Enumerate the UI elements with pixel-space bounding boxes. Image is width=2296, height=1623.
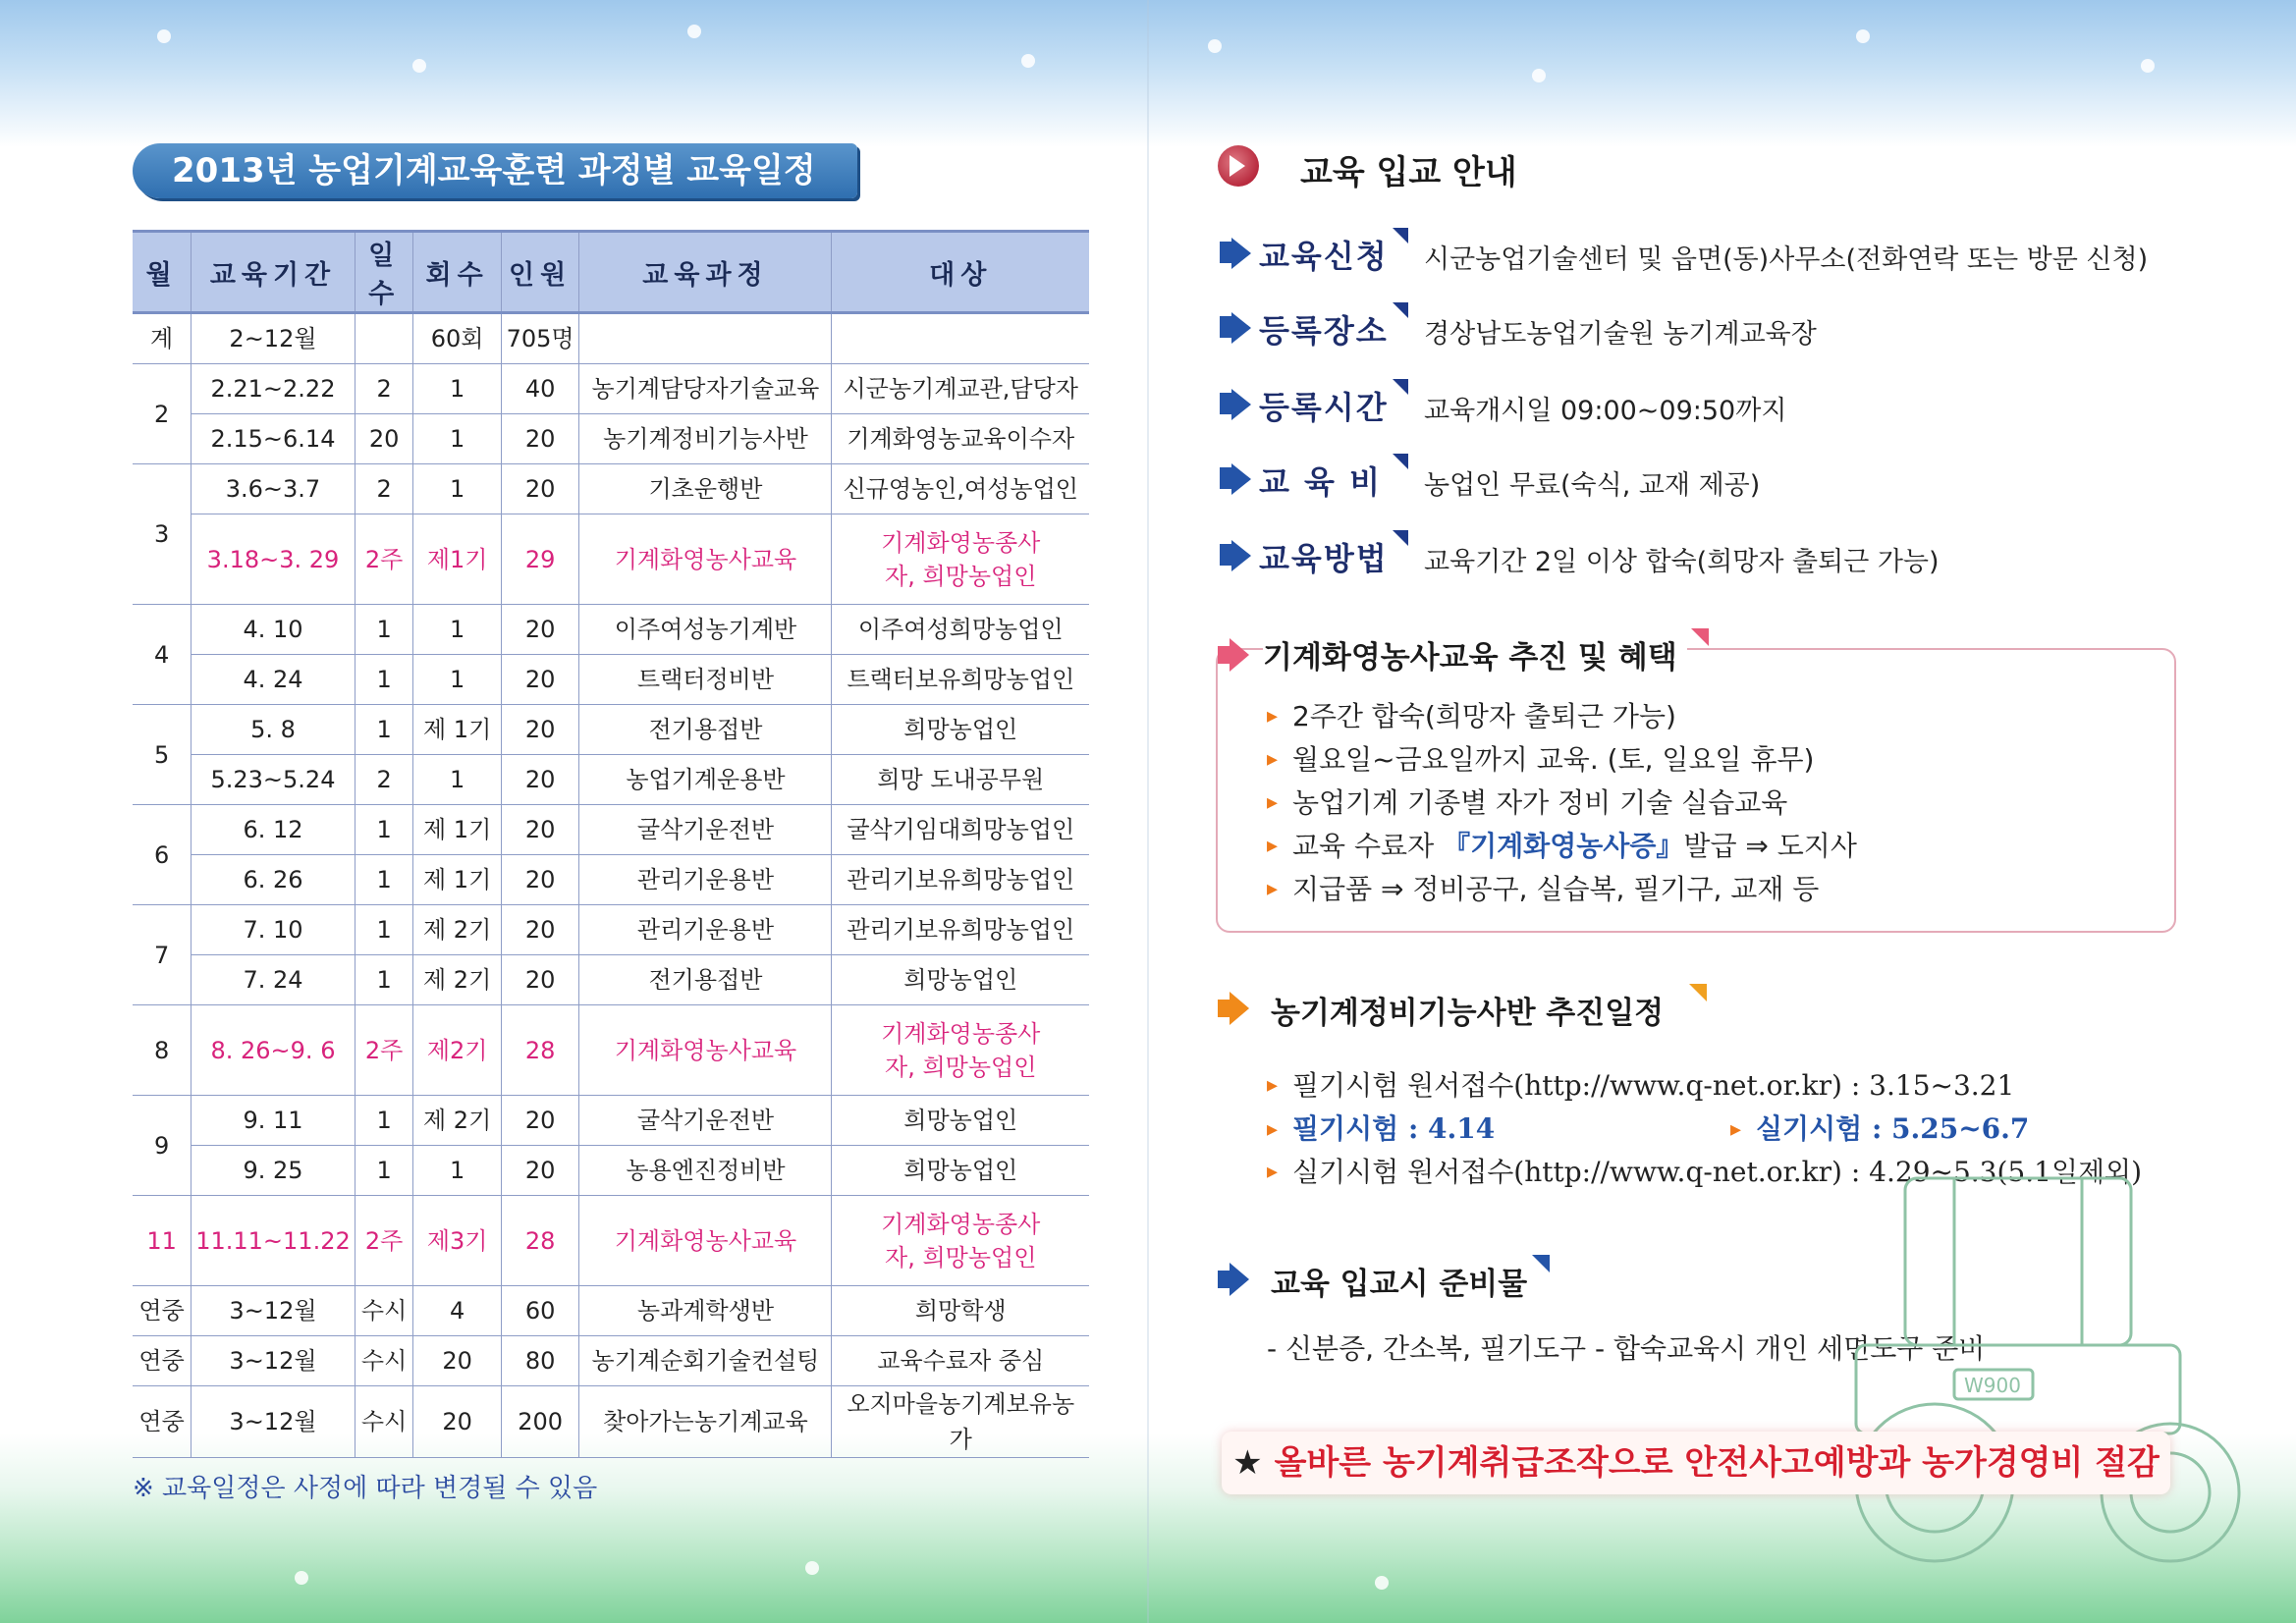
cell-course: 농업기계운용반 xyxy=(579,755,832,805)
cell-days: 2주 xyxy=(355,1005,413,1096)
cell-course: 전기용접반 xyxy=(579,955,832,1005)
cell-month: 연중 xyxy=(133,1336,191,1386)
snow-dot xyxy=(2141,59,2155,73)
cell-month: 11 xyxy=(133,1196,191,1286)
list-item: ▸ 지급품 ⇒ 정비공구, 실습복, 필기구, 교재 등 xyxy=(1267,868,1857,911)
cell-period: 11.11~11.22 xyxy=(191,1196,355,1286)
banner-text: 올바른 농기계취급조작으로 안전사고예방과 농가경영비 절감 xyxy=(1274,1443,2159,1483)
cell-count: 제1기 xyxy=(413,514,501,605)
cell-count: 제 1기 xyxy=(413,805,501,855)
cell-period: 4. 10 xyxy=(191,605,355,655)
cell-target: 희망농업인 xyxy=(832,955,1089,1005)
cell-course: 이주여성농기계반 xyxy=(579,605,832,655)
cell-month: 6 xyxy=(133,805,191,905)
cell-people: 28 xyxy=(501,1005,579,1096)
snow-dot xyxy=(157,29,171,43)
cell-days: 2 xyxy=(355,755,413,805)
info-row-apply xyxy=(1218,228,2219,287)
list-item: ▸ 실기시험 원서접수(http://www.q-net.or.kr) : 4.29~5.3(5.1일제외) xyxy=(1267,1151,2142,1194)
list-item: ▸ 필기시험 원서접수(http://www.q-net.or.kr) : 3.15~3.21 xyxy=(1267,1064,2142,1108)
snow-dot xyxy=(1208,39,1222,53)
cell-target: 신규영농인,여성농업인 xyxy=(832,464,1089,514)
cell-course: 농과계학생반 xyxy=(579,1286,832,1336)
cell-period: 5.23~5.24 xyxy=(191,755,355,805)
cell-month: 5 xyxy=(133,705,191,805)
cell-people: 28 xyxy=(501,1196,579,1286)
cell-count: 20 xyxy=(413,1386,501,1458)
cell-count: 제 1기 xyxy=(413,705,501,755)
schedule-title: 2013년 농업기계교육훈련 과정별 교육일정 xyxy=(133,143,857,198)
snow-dot xyxy=(687,25,701,38)
cell-course: 관리기운용반 xyxy=(579,855,832,905)
snow-dot xyxy=(1375,1576,1389,1590)
cell-target: 시군농기계교관,담당자 xyxy=(832,364,1089,414)
cell-period: 3.6~3.7 xyxy=(191,464,355,514)
cell-days: 1 xyxy=(355,955,413,1005)
cell-count: 1 xyxy=(413,464,501,514)
cell-month: 연중 xyxy=(133,1386,191,1458)
corner-mark-icon xyxy=(1689,984,1707,1001)
info-value: 시군농업기술센터 및 읍면(동)사무소(전화연락 또는 방문 신청) xyxy=(1424,244,2149,275)
benefit-title: 기계화영농사교육 추진 및 혜택 xyxy=(1263,632,1687,676)
cell-target: 희망학생 xyxy=(832,1286,1089,1336)
cell-course: 관리기운용반 xyxy=(579,905,832,955)
cell-month: 2 xyxy=(133,364,191,464)
cell-target: 관리기보유희망농업인 xyxy=(832,855,1089,905)
cell-days: 1 xyxy=(355,655,413,705)
cell-people: 20 xyxy=(501,805,579,855)
table-row xyxy=(133,1005,1089,1096)
corner-mark-icon xyxy=(1393,530,1408,546)
cell-course: 농기계담당자기술교육 xyxy=(579,364,832,414)
cell-period: 3~12월 xyxy=(191,1286,355,1336)
cell-count: 제 2기 xyxy=(413,1096,501,1146)
list-item: ▸ 2주간 합숙(희망자 출퇴근 가능) xyxy=(1267,695,1857,738)
info-value: 농업인 무료(숙식, 교재 제공) xyxy=(1424,470,1761,501)
cell-people: 20 xyxy=(501,955,579,1005)
list-item xyxy=(1267,825,1857,868)
cell-count: 1 xyxy=(413,414,501,464)
cell-target: 기계화영농종사자, 희망농업인 xyxy=(832,1196,1089,1286)
cell-days: 1 xyxy=(355,855,413,905)
written-exam: ▸ 필기시험 : 4.14 xyxy=(1267,1108,1495,1151)
prep-title: 교육 입교시 준비물 xyxy=(1271,1267,1528,1302)
arrow-right-icon xyxy=(1218,389,1251,422)
cell-course: 기계화영농사교육 xyxy=(579,1005,832,1096)
cell-period: 7. 24 xyxy=(191,955,355,1005)
cell-people: 20 xyxy=(501,705,579,755)
cell-people: 20 xyxy=(501,1096,579,1146)
cell-days: 1 xyxy=(355,1096,413,1146)
cell-period: 3~12월 xyxy=(191,1386,355,1458)
cell-people: 20 xyxy=(501,605,579,655)
cell-target: 기계화영농종사자, 희망농업인 xyxy=(832,1005,1089,1096)
corner-mark-icon xyxy=(1691,628,1709,646)
table-row xyxy=(133,1286,1089,1336)
cell-course: 농용엔진정비반 xyxy=(579,1146,832,1196)
cell-people: 40 xyxy=(501,364,579,414)
info-label: 등록시간 xyxy=(1259,389,1389,426)
arrow-right-icon xyxy=(1218,540,1251,573)
cell-days: 2주 xyxy=(355,514,413,605)
cell-count: 제 1기 xyxy=(413,855,501,905)
corner-mark-icon xyxy=(1393,228,1408,243)
cell-target: 이주여성희망농업인 xyxy=(832,605,1089,655)
arrow-right-icon xyxy=(1218,463,1251,497)
info-value: 경상남도농업기술원 농기계교육장 xyxy=(1424,319,1817,350)
cell-count: 1 xyxy=(413,1146,501,1196)
header-period: 교육기간 xyxy=(191,232,355,313)
cell-count: 60회 xyxy=(413,313,501,364)
cell-course: 전기용접반 xyxy=(579,705,832,755)
cell-days: 2주 xyxy=(355,1196,413,1286)
header-month: 월 xyxy=(133,232,191,313)
cell-people: 20 xyxy=(501,655,579,705)
cell-days: 2 xyxy=(355,464,413,514)
snow-dot xyxy=(1532,69,1546,82)
cell-period: 8. 26~9. 6 xyxy=(191,1005,355,1096)
cell-course: 농기계정비기능사반 xyxy=(579,414,832,464)
cell-people: 20 xyxy=(501,755,579,805)
cell-period: 2.15~6.14 xyxy=(191,414,355,464)
arrow-right-icon xyxy=(1218,1263,1251,1296)
cell-course: 트랙터정비반 xyxy=(579,655,832,705)
chevron-right-icon xyxy=(1218,145,1259,187)
arrow-right-icon xyxy=(1218,992,1251,1025)
table-row xyxy=(133,464,1089,514)
cell-people: 29 xyxy=(501,514,579,605)
arrow-right-icon xyxy=(1218,312,1251,346)
cell-days: 2 xyxy=(355,364,413,414)
admission-title: 교육 입교 안내 xyxy=(1300,153,1517,192)
cell-month: 4 xyxy=(133,605,191,705)
cell-days: 1 xyxy=(355,905,413,955)
info-row-location xyxy=(1218,302,2219,361)
header-days: 일수 xyxy=(355,232,413,313)
prep-text: - 신분증, 간소복, 필기도구 - 합숙교육시 개인 세면도구 준비 xyxy=(1267,1332,1986,1365)
cell-target: 굴삭기임대희망농업인 xyxy=(832,805,1089,855)
table-row xyxy=(133,1336,1089,1386)
table-row xyxy=(133,755,1089,805)
info-label: 교 육 비 xyxy=(1259,463,1383,501)
cell-days: 수시 xyxy=(355,1336,413,1386)
cell-people: 60 xyxy=(501,1286,579,1336)
corner-mark-icon xyxy=(1532,1255,1550,1272)
exam-schedule-title: 농기계정비기능사반 추진일정 xyxy=(1271,996,1665,1031)
table-row xyxy=(133,1146,1089,1196)
list-item: ▸ 월요일~금요일까지 교육. (토, 일요일 휴무) xyxy=(1267,738,1857,782)
info-label: 교육신청 xyxy=(1259,238,1389,275)
table-body xyxy=(133,313,1089,1458)
cell-count: 1 xyxy=(413,605,501,655)
cell-people: 20 xyxy=(501,855,579,905)
cell-days: 수시 xyxy=(355,1386,413,1458)
cell-course: 기계화영농사교육 xyxy=(579,1196,832,1286)
cell-course: 굴삭기운전반 xyxy=(579,805,832,855)
cell-count: 4 xyxy=(413,1286,501,1336)
cell-days: 1 xyxy=(355,605,413,655)
info-row-time xyxy=(1218,379,2219,438)
safety-banner xyxy=(1222,1432,2170,1494)
cell-course: 찾아가는농기계교육 xyxy=(579,1386,832,1458)
cell-course xyxy=(579,313,832,364)
table-row-total xyxy=(133,313,1089,364)
page-fold xyxy=(1147,0,1149,1623)
cell-period: 9. 25 xyxy=(191,1146,355,1196)
table-row xyxy=(133,855,1089,905)
cell-month: 3 xyxy=(133,464,191,605)
cell-period: 2.21~2.22 xyxy=(191,364,355,414)
cell-count: 제2기 xyxy=(413,1005,501,1096)
cell-people: 200 xyxy=(501,1386,579,1458)
cell-days: 1 xyxy=(355,705,413,755)
cell-period: 7. 10 xyxy=(191,905,355,955)
corner-mark-icon xyxy=(1393,302,1408,318)
cell-count: 제3기 xyxy=(413,1196,501,1286)
cell-count: 1 xyxy=(413,364,501,414)
schedule-note: ※ 교육일정은 사정에 따라 변경될 수 있음 xyxy=(133,1474,598,1503)
arrow-right-icon xyxy=(1218,638,1251,672)
cell-period: 5. 8 xyxy=(191,705,355,755)
cell-people: 20 xyxy=(501,414,579,464)
cell-days: 1 xyxy=(355,805,413,855)
tractor-illustration xyxy=(1836,1159,2269,1591)
header-people: 인원 xyxy=(501,232,579,313)
header-count: 회수 xyxy=(413,232,501,313)
info-value: 교육개시일 09:00~09:50까지 xyxy=(1424,396,1787,426)
cell-period: 3~12월 xyxy=(191,1336,355,1386)
cell-course: 기초운행반 xyxy=(579,464,832,514)
cell-count: 1 xyxy=(413,755,501,805)
cell-count: 제 2기 xyxy=(413,955,501,1005)
table-row xyxy=(133,1386,1089,1458)
cert-name: 『기계화영농사증』 xyxy=(1443,830,1684,862)
cell-people: 705명 xyxy=(501,313,579,364)
corner-mark-icon xyxy=(1393,454,1408,469)
cell-month: 8 xyxy=(133,1005,191,1096)
cell-period: 9. 11 xyxy=(191,1096,355,1146)
cert-prefix: 교육 수료자 xyxy=(1292,830,1435,862)
cell-month: 계 xyxy=(133,313,191,364)
cell-period: 2~12월 xyxy=(191,313,355,364)
cell-target: 기계화영농교육이수자 xyxy=(832,414,1089,464)
table-header-row xyxy=(133,232,1089,313)
cell-target: 희망농업인 xyxy=(832,705,1089,755)
star-icon: ★ xyxy=(1232,1443,1263,1483)
header-course: 교육과정 xyxy=(579,232,832,313)
cell-people: 80 xyxy=(501,1336,579,1386)
cell-days: 1 xyxy=(355,1146,413,1196)
table-row xyxy=(133,655,1089,705)
snow-dot xyxy=(295,1571,308,1585)
corner-mark-icon xyxy=(1393,379,1408,395)
cell-target: 희망 도내공무원 xyxy=(832,755,1089,805)
benefit-list xyxy=(1267,695,1857,911)
table-row xyxy=(133,955,1089,1005)
cell-period: 4. 24 xyxy=(191,655,355,705)
cell-target: 관리기보유희망농업인 xyxy=(832,905,1089,955)
schedule-table xyxy=(133,230,1089,1458)
table-row xyxy=(133,805,1089,855)
table-row xyxy=(133,605,1089,655)
cell-count: 제 2기 xyxy=(413,905,501,955)
cell-target: 오지마을농기계보유농가 xyxy=(832,1386,1089,1458)
cell-days: 수시 xyxy=(355,1286,413,1336)
table-row xyxy=(133,514,1089,605)
cell-month: 연중 xyxy=(133,1286,191,1336)
snow-dot xyxy=(1856,29,1870,43)
cell-days xyxy=(355,313,413,364)
tractor-model: W900 xyxy=(1964,1374,2021,1397)
snow-dot xyxy=(805,1561,819,1575)
cell-course: 굴삭기운전반 xyxy=(579,1096,832,1146)
arrow-right-icon xyxy=(1218,238,1251,271)
cell-target: 트랙터보유희망농업인 xyxy=(832,655,1089,705)
info-label: 교육방법 xyxy=(1259,540,1389,577)
info-value: 교육기간 2일 이상 합숙(희망자 출퇴근 가능) xyxy=(1424,547,1940,577)
cell-target: 기계화영농종사자, 희망농업인 xyxy=(832,514,1089,605)
cell-period: 6. 26 xyxy=(191,855,355,905)
cell-days: 20 xyxy=(355,414,413,464)
cell-target: 교육수료자 중심 xyxy=(832,1336,1089,1386)
cell-people: 20 xyxy=(501,905,579,955)
cell-target: 희망농업인 xyxy=(832,1146,1089,1196)
table-row xyxy=(133,905,1089,955)
exam-dates-row xyxy=(1267,1108,2142,1151)
practical-exam: ▸ 실기시험 : 5.25~6.7 xyxy=(1730,1108,2168,1151)
cert-suffix: 발급 ⇒ 도지사 xyxy=(1683,830,1857,862)
table-row xyxy=(133,1196,1089,1286)
snow-dot xyxy=(1021,54,1035,68)
snow-dot xyxy=(412,59,426,73)
cell-period: 3.18~3. 29 xyxy=(191,514,355,605)
info-row-fee xyxy=(1218,454,2219,513)
cell-count: 1 xyxy=(413,655,501,705)
table-row xyxy=(133,364,1089,414)
cell-target xyxy=(832,313,1089,364)
table-row xyxy=(133,1096,1089,1146)
info-label: 등록장소 xyxy=(1259,312,1389,350)
cell-people: 20 xyxy=(501,1146,579,1196)
cell-course: 기계화영농사교육 xyxy=(579,514,832,605)
list-item: ▸ 농업기계 기종별 자가 정비 기술 실습교육 xyxy=(1267,782,1857,825)
header-target: 대상 xyxy=(832,232,1089,313)
table-row xyxy=(133,414,1089,464)
cell-people: 20 xyxy=(501,464,579,514)
cell-count: 20 xyxy=(413,1336,501,1386)
cell-target: 희망농업인 xyxy=(832,1096,1089,1146)
cell-course: 농기계순회기술컨설팅 xyxy=(579,1336,832,1386)
cell-month: 7 xyxy=(133,905,191,1005)
info-row-method xyxy=(1218,530,2219,589)
cell-month: 9 xyxy=(133,1096,191,1196)
table-row xyxy=(133,705,1089,755)
cell-period: 6. 12 xyxy=(191,805,355,855)
